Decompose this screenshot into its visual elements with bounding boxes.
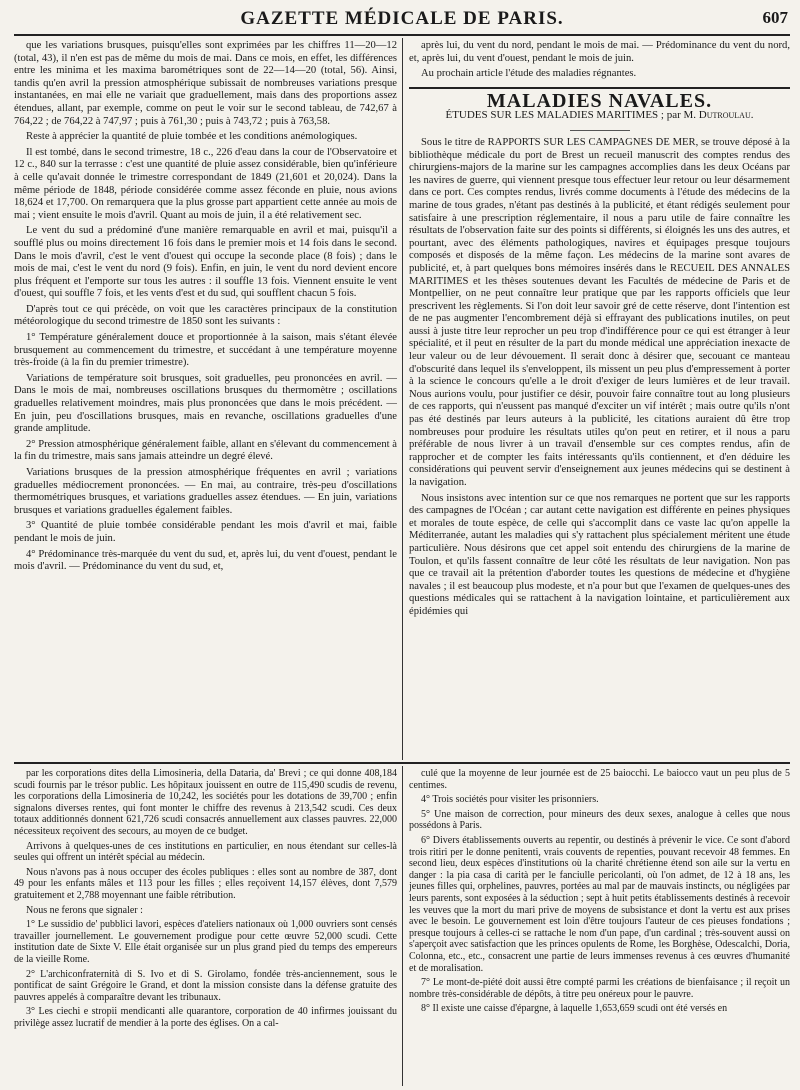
paragraph: 3° Quantité de pluie tombée considérable pendant les mois d'avril et mai, faible pendant le mois de juin.	[14, 520, 397, 544]
horizontal-divider	[14, 762, 790, 764]
paragraph: Reste à apprécier la quantité de pluie tombée et les conditions anémologiques.	[26, 131, 358, 143]
paragraph: Variations brusques de la pression atmosphérique fréquentes en avril ; variations graduelles médiocrement prononcées. — En mai, au contraire, très-peu d'oscillations thermométriques brusques, et variations graduelles assez étendues. — En juin, variations brusques et variations graduelles également faibles.	[14, 467, 397, 516]
paragraph: 8° Il existe une caisse d'épargne, à laquelle 1,653,659 scudi ont été versés en	[421, 1003, 728, 1015]
paragraph: 3° Les ciechi e stropii mendicanti alle quarantore, corporation de 40 infirmes jouissant du privilège assez lucratif de mendier à la porte des églises. On a cal-	[14, 1006, 397, 1029]
paragraph: Le vent du sud a prédominé d'une manière remarquable en avril et mai, puisqu'il a soufflé plus ou moins directement 16 fois dans le premier mois et 14 fois dans le second. Dans le mois d'avril, c'est le vent d'ouest qui occupe la seconde place (8 fois) ; dans le mois de mai, c'est le vent du nord (9 fois). Enfin, en juin, le vent du nord devient encore plus fréquent et l'emporte sur tous les autres : il souffle 13 fois. Viennent ensuite le vent d'ouest, qui souffle 7 fois, et les vents d'est et du sud, qui soufflent chacun 5 fois.	[14, 225, 397, 300]
page-number: 607	[762, 8, 788, 27]
column-bottom-right	[409, 768, 790, 1086]
section-rule	[409, 87, 790, 89]
column-top-right	[409, 40, 790, 760]
paragraph: 2° Pression atmosphérique généralement faible, allant en s'élevant du commencement à la fin du trimestre, mais sans jamais atteindre un degré élevé.	[14, 438, 397, 463]
paragraph: D'après tout ce qui précède, on voit que les caractères principaux de la constitution météorologique du second trimestre de 1850 sont les suivants :	[14, 303, 397, 328]
paragraph: par les corporations dites della Limosineria, della Dataria, da' Brevi ; ce qui donne 408,184 scudi fournis par le trésor public. Les hôpitaux jouissent en outre de 115,490 scudis de revenu, les corporations della Limosineria de 10,242, les sociétés pour les dotations de 39,700 ; enfin signalons diverses rentes, qui font monter le chiffre des revenus à 213,542 scudi. Ces deux totaux additionnés donnent 621,726 scudi consacrés annuellement aux classes pauvres. 22,000 nécessiteux reçoivent des secours, au moyen de ce budget.	[14, 768, 397, 837]
paragraph: Arrivons à quelques-unes de ces institutions en particulier, en nous étendant sur celles-là seules qui offrent un intérêt spécial au médecin.	[14, 840, 397, 864]
paragraph: 5° Une maison de correction, pour mineurs des deux sexes, analogue à celles que nous possédons à Paris.	[409, 808, 790, 832]
paragraph: 6° Divers établissements ouverts au repentir, ou destinés à prévenir le vice. Ce sont d'abord trois ritiri per le donne penitenti, vrais couvents de repenties, pouvant recevoir 48 femmes. En second lieu, deux espèces d'institutions où la charité chrétienne étend son aile sur la vertu en danger : la pia casa di carità per le fanciulle pericolanti, où l'on admet, de 12 à 18 ans, les jeunes filles qui, orphelines, pauvres, portées au mal par de mauvais instincts, ou négligées par leurs parents, sont exposées à la séduction ; sept à huit petits établissements destinés à recevoir les veuves que la mort du mari prive de moyens de subsistance et dont la vertu est aux prises avec le besoin. Le gouvernement est loin d'être toujours l'auteur de ces pieuses fondations ; presque toujours à celles-ci se rattache le nom d'un pape, d'un cardinal ; très-souvent aussi on s'aperçoit avec satisfaction que les princes opulents de Rome, les Borghèse, Odescalchi, Doria, Colonna, etc., etc., consacrent une partie de leurs immenses revenus à ces œuvres d'humanité et de moralisation.	[409, 834, 790, 974]
page-header	[14, 6, 790, 36]
column-divider-bottom	[402, 766, 403, 1086]
paragraph: 2° L'archiconfraternità di S. Ivo et di S. Girolamo, fondée très-anciennement, sous le pontificat de saint Grégoire le Grand, et dont la mission consiste dans la défense gratuite des pauvres appelés à comparaître devant les tribunaux.	[14, 968, 397, 1003]
subtitle-prefix: ÉTUDES SUR LES MALADIES MARITIMES ; par M.	[445, 109, 699, 122]
paragraph: Nous ne ferons que signaler :	[26, 904, 143, 916]
paragraph: 4° Trois sociétés pour visiter les prisonniers.	[421, 794, 599, 806]
column-bottom-left	[14, 768, 397, 1086]
paragraph: Nous insistons avec intention sur ce que nos remarques ne portent que sur les rapports des campagnes de l'Océan ; car autant cette navigation est différente en peines physiques et morales de toute espèce, de celle qui s'accomplit dans ce vaste lac qu'on appelle la Méditerranée, autant les maladies qui s'y rattachent plus spécialement méritent une étude particulière. Nous désirons que cet appel soit entendu des chirurgiens de la marine de Toulon, et qu'ils fassent connaître de leur côté les résultats de leur navigation. Non pas que ce travail ait la prétention d'aborder toutes les questions de médecine et d'hygiène navales ; il est beaucoup plus modeste, et n'a pour but que l'examen de quelques-unes des questions médicales qui se rattachent à la navigation lointaine, et particulièrement aux épidémies qui	[409, 492, 790, 617]
paragraph: 1° Température généralement douce et proportionnée à la saison, mais s'étant élevée brusquement au commencement du trimestre, et succédant à une température moyenne très-froide (à la fin du premier trimestre).	[14, 332, 397, 369]
paragraph: Il est tombé, dans le second trimestre, 18 c., 226 d'eau dans la cour de l'Observatoire et 12 c., 840 sur la terrasse : c'est une quantité de pluie assez considérable, bien qu'inférieure à celle qu'avait donnée le trimestre correspondant de 1849 (21,601 et 20,024). Dans la même période de 1848, période considérée comme assez féconde en pluie, nous avions 18,624 et 17,700. On remarquera que la plus grosse part appartient cette année au mois de mai ; vient ensuite le mois d'avril. Quant au mois de juin, il a été relativement sec.	[14, 146, 397, 221]
paragraph: Nous n'avons pas à nous occuper des écoles publiques : elles sont au nombre de 387, dont 49 pour les enfants mâles et 113 pour les filles ; elles reçoivent 14,157 élèves, dont 7,579 gratuitement et 2,788 moyennant une faible rétribution.	[14, 866, 397, 901]
paragraph: 4° Prédominance très-marquée du vent du sud, et, après lui, du vent d'ouest, pendant le mois d'avril. — Prédominance du vent du sud, et,	[14, 548, 397, 573]
paragraph: Variations de température soit brusques, soit graduelles, peu prononcées en avril. — Dans le mois de mai, nombreuses oscillations brusques du thermomètre ; oscillations graduelles relativement moindres, mais plus prononcées que dans le mois précédent. — En juin, peu d'oscillations brusques, mais en revanche, oscillations graduelles d'une grande amplitude.	[14, 372, 397, 435]
paragraph: après lui, du vent du nord, pendant le mois de mai. — Prédominance du vent du nord, et, après lui, du vent d'ouest, pendant le mois de juin.	[409, 40, 790, 64]
author-name: Dutroulau.	[698, 109, 754, 122]
column-divider-top	[402, 38, 403, 760]
paragraph: culé que la moyenne de leur journée est de 25 baiocchi. Le baiocco vaut un peu plus de 5 centimes.	[409, 768, 790, 791]
paragraph: Sous le titre de RAPPORTS SUR LES CAMPAGNES DE MER, se trouve déposé à la bibliothèque médicale du port de Brest un recueil manuscrit des comptes rendus des chirurgiens-majors de la marine sur les campagnes accomplies dans les deux Océans par les navires de guerre, qui viennent presque tous effectuer leur retour ou leur désarmement dans ce port. Ces comptes rendus, livrés comme documents à l'étude des médecins de la marine de tous grades, n'étant pas destinés à la publicité, et étant rédigés seulement pour satisfaire à une prescription réglementaire, il nous a paru utile de faire connaître les résultats de l'observation faite sur des points si différents, si éloignés les uns des autres, et pourtant, avec des éléments pathologiques, navires et équipages presque toujours composés et disposés de la même façon. Les médecins de la marine sont avares de publicité, et, à part quelques bons mémoires insérés dans le RECUEIL DES ANNALES MARITIMES et les thèses soutenues devant les Facultés de médecine de Paris et de Montpellier, on ne peut connaître leur pratique que par les rapports officiels que leur prescrivent les règlements. Si l'on doit leur savoir gré de cette réserve, dont l'intention est de ne pas augmenter l'encombrement déjà si effrayant des publications inutiles, on peut aussi à juste titre leur reprocher un peu trop d'indifférence pour ce qui est étranger à leur spécialité, et il peut en résulter de la part du monde médical une appréciation inexacte de leur valeur ou de leur dévouement. Il serait donc à désirer que, secouant ce manteau d'obscurité dans lequel ils s'enveloppent, ils missent un peu plus d'empressement à porter à la science le concours qu'elle a le droit d'exiger de leurs lumières et de leur travail. Nous aurions voulu, pour justifier ce désir, pouvoir faire connaître tout au long plusieurs de ces rapports, qui n'eussent pas manqué d'exciter un vif intérêt ; mais outre qu'ils n'ont pas été destinés par leurs auteurs à la publicité, les citations auraient dû être trop nombreuses pour produire les résultats utiles qu'on peut en retirer, et il nous a paru préférable de nous livrer à un travail d'ensemble sur ces comptes rendus, afin de rapprocher et de compter les faits intéressants qu'ils contiennent, et d'en déduire les considérations qui peuvent servir d'enseignement aux jeunes médecins qui se destinent à la navigation.	[409, 136, 790, 488]
section-divider	[570, 130, 630, 131]
section-subtitle	[409, 109, 790, 122]
paragraph: 1° Le sussidio de' pubblici lavori, espèces d'ateliers nationaux où 1,000 ouvriers sont censés travailler journellement. Le gouvernement prodigue pour cette œuvre 52,000 scudi. Cette institution date de Sixte V. Elle était organisée sur un plus grand pied du temps des empereurs de la vieille Rome.	[14, 919, 397, 965]
paragraph: Au prochain article l'étude des maladies régnantes.	[421, 68, 637, 80]
paragraph: 7° Le mont-de-piété doit aussi être compté parmi les créations de bienfaisance ; il reçoit un nombre très-considérable de dépôts, à titre peu onéreux pour le pauvre.	[409, 977, 790, 1000]
section-title: MALADIES NAVALES.	[486, 89, 713, 112]
paragraph: que les variations brusques, puisqu'elles sont exprimées par les chiffres 11—20—12 (total, 43), il n'en est pas de même du mois de mai. Dans ce mois, en effet, les différences entre les minima et les maxima barométriques sont de 22—14—20 (total, 56). Ainsi, tandis qu'en avril la pression atmosphérique subissait de nombreuses variations presque instantanées, en mai elle ne variait que graduellement, mais dans des proportions assez étendues, allant, par exemple, comme on peut le voir sur le second tableau, de 742,67 à 764,22 ; de 764,22 à 747,97 ; puis à 761,30 ; puis à 743,72 ; puis à 763,58.	[14, 40, 397, 127]
column-top-left	[14, 40, 397, 760]
journal-title: GAZETTE MÉDICALE DE PARIS.	[240, 8, 564, 29]
